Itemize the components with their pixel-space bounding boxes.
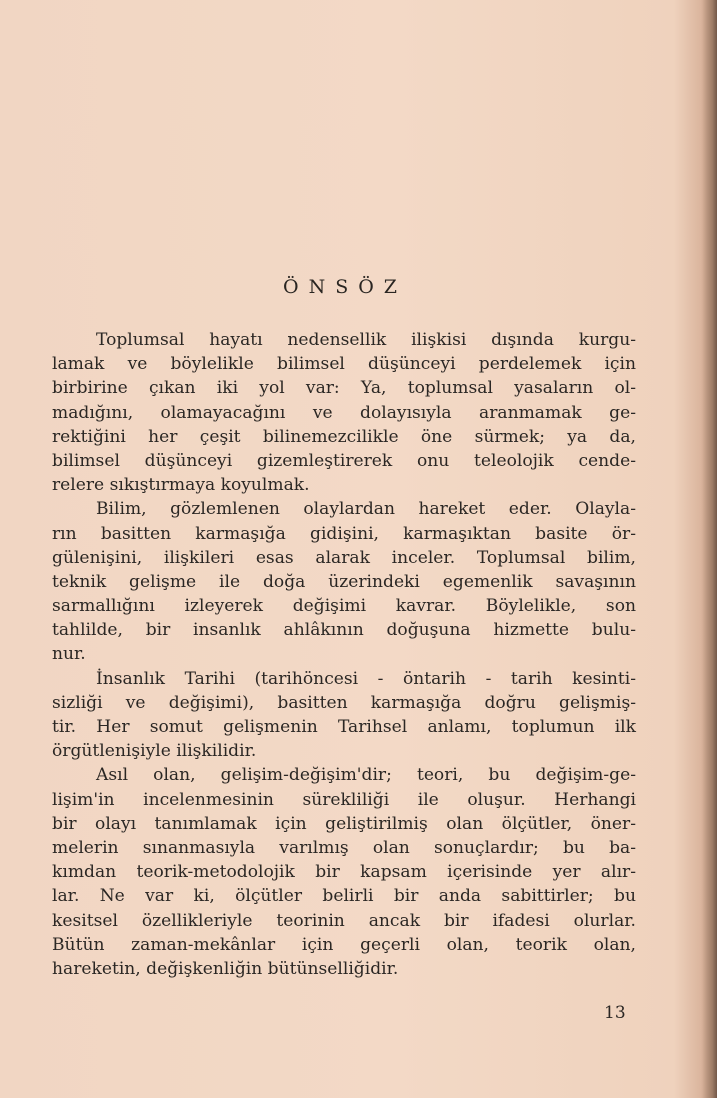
page-edge-shadow (701, 0, 717, 1098)
page-number: 13 (604, 1003, 626, 1023)
text-line: relere sıkıştırmaya koyulmak. (52, 475, 310, 496)
text-line: kesitsel özellikleriyle teorinin ancak bir ifadesi olurlar. (52, 910, 636, 931)
text-line: nur. (52, 644, 86, 665)
text-line: Toplumsal hayatı nedensellik ilişkisi dışında kurgu- (96, 330, 636, 350)
text-line: lar. Ne var ki, ölçütler belirli bir anda sabittirler; bu (52, 886, 636, 907)
text-line: teknik gelişme ile doğa üzerindeki egemenlik savaşının (52, 571, 636, 592)
text-line: lişim'in incelenmesinin sürekliliği ile oluşur. Herhangi (52, 789, 636, 810)
page-heading: ÖNSÖZ (283, 276, 407, 298)
text-line: bir olayı tanımlamak için geliştirilmiş olan ölçütler, öner- (52, 813, 636, 834)
text-line: rektiğini her çeşit bilinemezcilikle öne sürmek; ya da, (52, 426, 636, 447)
text-line: kımdan teorik-metodolojik bir kapsam içerisinde yer alır- (52, 862, 636, 883)
text-line: birbirine çıkan iki yol var: Ya, toplumsal yasaların ol- (52, 378, 636, 399)
body-text (52, 328, 636, 981)
text-line: melerin sınanmasıyla varılmış olan sonuçlardır; bu ba- (52, 837, 636, 858)
text-line: tahlilde, bir insanlık ahlâkının doğuşuna hizmette bulu- (52, 620, 636, 641)
text-line: rın basitten karmaşığa gidişini, karmaşıktan basite ör- (52, 523, 636, 544)
text-line: bilimsel düşünceyi gizemleştirerek onu teleolojik cende- (52, 450, 636, 471)
text-line: Asıl olan, gelişim-değişim'dir; teori, bu değişim-ge- (96, 765, 636, 786)
text-line: örgütlenişiyle ilişkilidir. (52, 741, 257, 762)
text-line: İnsanlık Tarihi (tarihöncesi - öntarih - tarih kesinti- (96, 668, 636, 689)
text-line: gülenişini, ilişkileri esas alarak inceler. Toplumsal bilim, (52, 547, 636, 568)
text-line: lamak ve böylelikle bilimsel düşünceyi perdelemek için (52, 354, 636, 375)
text-line: sarmallığını izleyerek değişimi kavrar. Böylelikle, son (52, 596, 636, 617)
text-line: hareketin, değişkenliğin bütünselliğidir. (52, 958, 399, 979)
text-line: sizliği ve değişimi), basitten karmaşığa doğru gelişmiş- (52, 692, 636, 713)
text-line: tir. Her somut gelişmenin Tarihsel anlamı, toplumun ilk (52, 717, 636, 737)
text-line: Bilim, gözlemlenen olaylardan hareket eder. Olayla- (96, 499, 636, 520)
text-line: madığını, olamayacağını ve dolayısıyla aranmamak ge- (52, 402, 636, 423)
text-line: Bütün zaman-mekânlar için geçerli olan, teorik olan, (52, 934, 636, 955)
